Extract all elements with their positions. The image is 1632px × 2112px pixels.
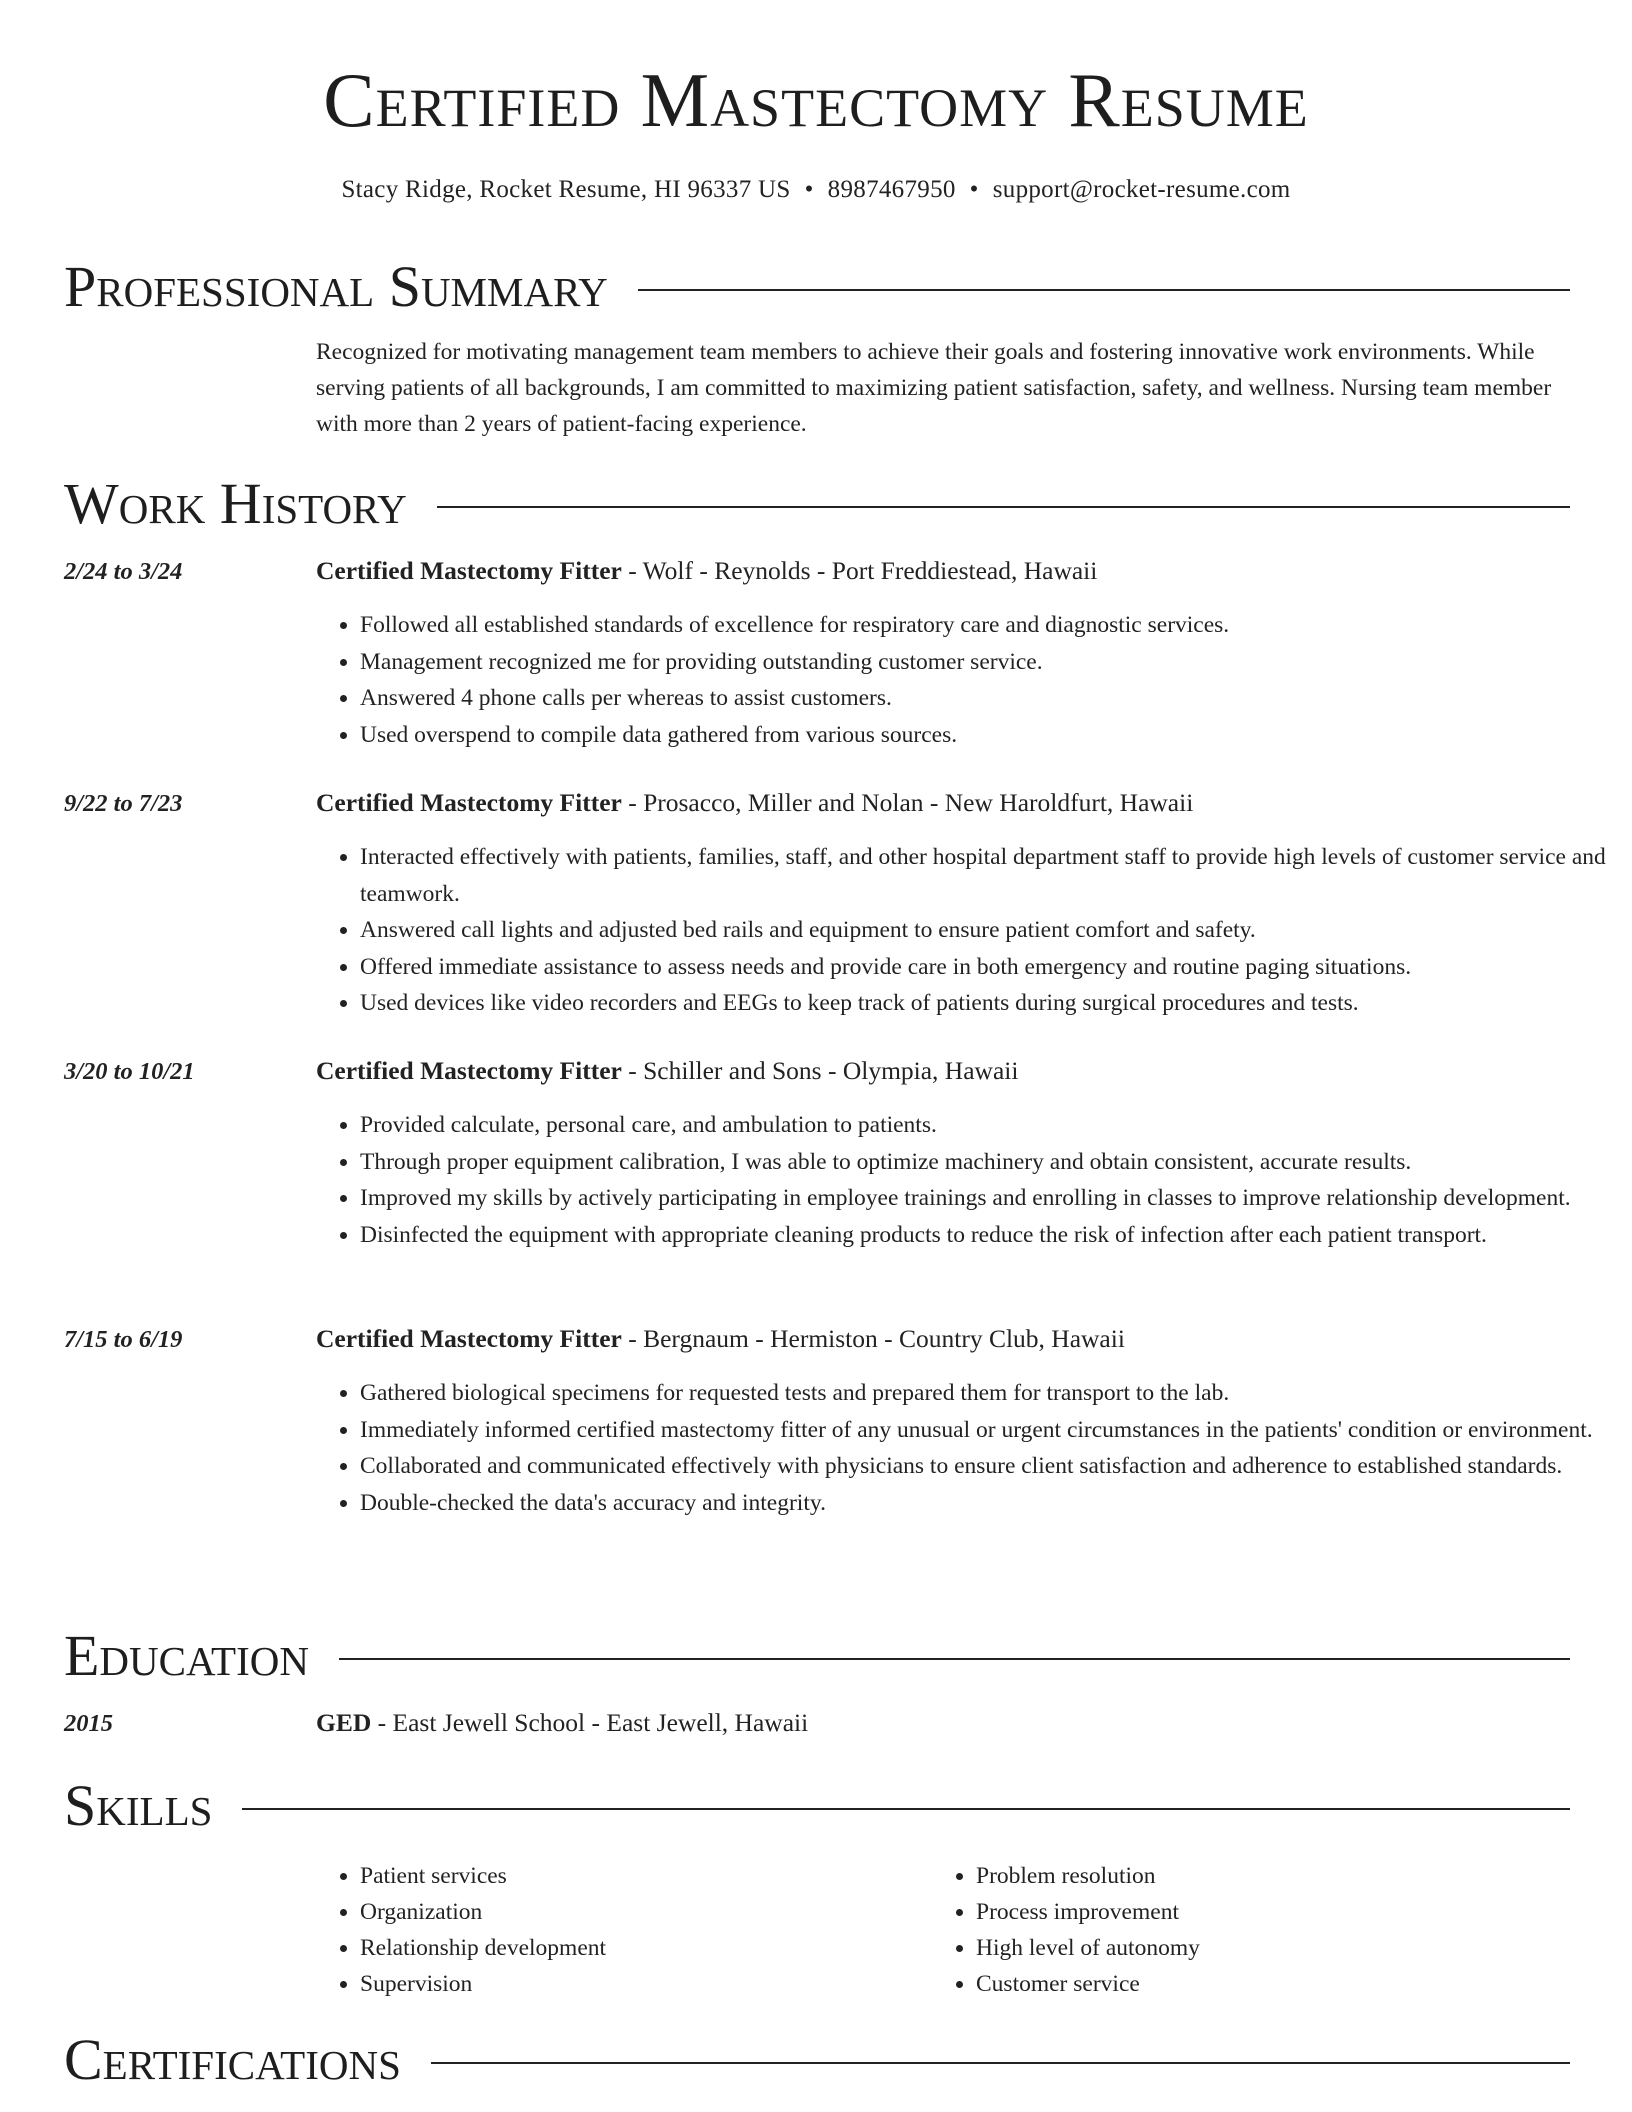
- section-education: [64, 1624, 1570, 1688]
- job-bullet: • Collaborated and communicated effectively with physicians to ensure client satisfaction and adherence to established standards.: [360, 1448, 1614, 1485]
- job-bullet: • Gathered biological specimens for requested tests and prepared them for transport to the lab.: [360, 1375, 1614, 1412]
- job-title: Certified Mastectomy Fitter: [316, 1056, 622, 1085]
- section-divider: [242, 1808, 1570, 1810]
- job-bullet: • Interacted effectively with patients, families, staff, and other hospital department staff to provide high levels of customer service and teamwork.: [360, 839, 1614, 912]
- job-heading: [316, 788, 1570, 818]
- contact-phone: 8987467950: [827, 176, 956, 203]
- skill-item: • Supervision: [360, 1966, 920, 2002]
- job-bullet: • Provided calculate, personal care, and ambulation to patients.: [360, 1107, 1614, 1144]
- job-heading: [316, 556, 1570, 586]
- job-details: - Bergnaum - Hermiston - Country Club, Hawaii: [621, 1324, 1125, 1353]
- education-details: - East Jewell School - East Jewell, Hawaii: [371, 1708, 809, 1737]
- job-bullet: • Improved my skills by actively participating in employee trainings and enrolling in classes to improve relationship development.: [360, 1180, 1614, 1217]
- job-heading: [316, 1056, 1570, 1086]
- job-bullet: • Used overspend to compile data gathered from various sources.: [360, 717, 1614, 754]
- job-bullets: [316, 839, 1614, 1022]
- contact-line: [0, 176, 1632, 204]
- summary-text: Recognized for motivating management team members to achieve their goals and fostering innovative work environments. While serving patients of all backgrounds, I am committed to maximizing patient satisfaction, safety, and wellness. Nursing team member with more than 2 years of patient-facing experience.: [316, 339, 1552, 437]
- job-details: - Prosacco, Miller and Nolan - New Haroldfurt, Hawaii: [621, 788, 1194, 817]
- skill-item: • Customer service: [976, 1966, 1536, 2002]
- job-title: Certified Mastectomy Fitter: [316, 788, 622, 817]
- section-professional-summary: [64, 255, 1570, 319]
- job-dates: 7/15 to 6/19: [64, 1326, 183, 1353]
- section-divider: [638, 289, 1570, 291]
- contact-separator: •: [804, 176, 814, 203]
- section-heading: Professional Summary: [64, 254, 608, 319]
- education-year: 2015: [64, 1710, 113, 1737]
- section-heading: Certifications: [64, 2027, 401, 2092]
- section-certifications: [64, 2028, 1570, 2092]
- job-bullets: [316, 1107, 1614, 1253]
- section-divider: [431, 2062, 1570, 2064]
- job-bullet: • Offered immediate assistance to assess needs and provide care in both emergency and routine paging situations.: [360, 949, 1614, 986]
- section-heading: Education: [64, 1623, 309, 1688]
- contact-email: support@rocket-resume.com: [992, 176, 1291, 203]
- skill-item: • Patient services: [360, 1858, 920, 1894]
- skill-item: • Organization: [360, 1894, 920, 1930]
- job-dates: 2/24 to 3/24: [64, 558, 183, 585]
- section-heading: Skills: [64, 1773, 213, 1838]
- job-details: - Wolf - Reynolds - Port Freddiestead, Hawaii: [621, 556, 1098, 585]
- job-title: Certified Mastectomy Fitter: [316, 1324, 622, 1353]
- section-skills: [64, 1774, 1570, 1838]
- job-bullet: • Immediately informed certified mastectomy fitter of any unusual or urgent circumstances in the patients' condition or environment.: [360, 1412, 1614, 1449]
- job-bullet: • Answered call lights and adjusted bed rails and equipment to ensure patient comfort and safety.: [360, 912, 1614, 949]
- job-dates: 9/22 to 7/23: [64, 790, 183, 817]
- job-heading: [316, 1324, 1570, 1354]
- skills-list-left: [316, 1858, 920, 2002]
- skills-list-right: [932, 1858, 1536, 2002]
- job-bullet: • Answered 4 phone calls per whereas to assist customers.: [360, 680, 1614, 717]
- job-bullet: • Used devices like video recorders and EEGs to keep track of patients during surgical procedures and tests.: [360, 985, 1614, 1022]
- skill-item: • Process improvement: [976, 1894, 1536, 1930]
- section-divider: [437, 506, 1570, 508]
- job-bullet: • Double-checked the data's accuracy and integrity.: [360, 1485, 1614, 1522]
- job-bullet: • Management recognized me for providing outstanding customer service.: [360, 644, 1614, 681]
- section-work-history: [64, 472, 1570, 536]
- job-dates: 3/20 to 10/21: [64, 1058, 195, 1085]
- job-bullet: • Through proper equipment calibration, I was able to optimize machinery and obtain consistent, accurate results.: [360, 1144, 1614, 1181]
- resume-title: Certified Mastectomy Resume: [323, 57, 1309, 143]
- contact-separator: •: [969, 176, 979, 203]
- job-details: - Schiller and Sons - Olympia, Hawaii: [621, 1056, 1019, 1085]
- skill-item: • Relationship development: [360, 1930, 920, 1966]
- job-bullet: • Followed all established standards of excellence for respiratory care and diagnostic services.: [360, 607, 1614, 644]
- contact-address: Stacy Ridge, Rocket Resume, HI 96337 US: [341, 176, 791, 203]
- job-title: Certified Mastectomy Fitter: [316, 556, 622, 585]
- job-bullets: [316, 1375, 1614, 1521]
- skill-item: • Problem resolution: [976, 1858, 1536, 1894]
- job-bullet: • Disinfected the equipment with appropriate cleaning products to reduce the risk of infection after each patient transport.: [360, 1217, 1614, 1254]
- section-divider: [339, 1658, 1570, 1660]
- skill-item: • High level of autonomy: [976, 1930, 1536, 1966]
- section-heading: Work History: [64, 471, 407, 536]
- education-degree: GED: [316, 1708, 372, 1737]
- education-entry: [316, 1708, 1570, 1738]
- job-bullets: [316, 607, 1614, 753]
